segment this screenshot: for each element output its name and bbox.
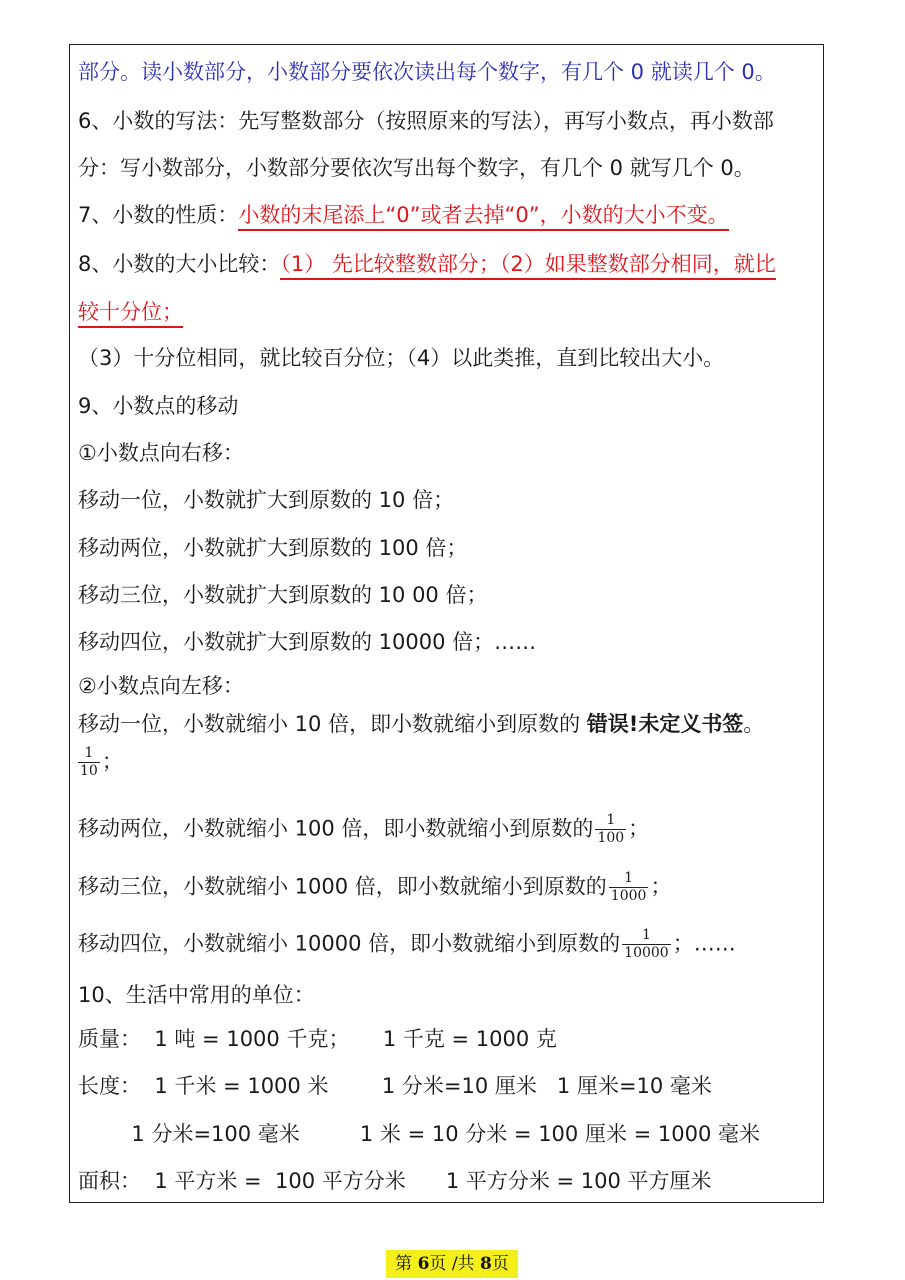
text-line-2: 6、小数的写法：先写整数部分（按照原来的写法），再写小数点，再小数部	[78, 109, 774, 133]
fraction-one-ten-thousandth: $\frac{1}{10000}$	[624, 927, 669, 961]
move-left-1-text: 移动一位，小数就缩小 10 倍，即小数就缩小到原数的	[78, 712, 587, 736]
decimal-compare-rule: （1） 先比较整数部分；（2）如果整数部分相同，就比	[280, 252, 775, 280]
move-right-4: 移动四位，小数就扩大到原数的 10000 倍；……	[78, 630, 537, 654]
length-units-1: 长度： 1 千米 = 1000 米 1 分米=10 厘米 1 厘米=10 毫米	[78, 1074, 712, 1098]
length-units-2: 1 分米=100 毫米 1 米 = 10 分米 = 100 厘米 = 1000 毫米	[78, 1122, 761, 1146]
move-left-4-text: 移动四位，小数就缩小 10000 倍，即小数就缩小到原数的	[78, 931, 621, 956]
fraction-one-thousandth: $\frac{1}{1000}$	[610, 870, 647, 904]
move-left-4	[78, 927, 736, 962]
move-right-3: 移动三位，小数就扩大到原数的 10 00 倍；	[78, 583, 488, 607]
fraction-one-tenth: $\frac{1}{10}$	[80, 745, 98, 779]
move-left-2-end: ；	[628, 816, 650, 841]
footer-middle: 页 /共	[429, 1254, 480, 1274]
decimal-property-label: 7、小数的性质：	[78, 203, 239, 227]
decimal-compare-line	[78, 249, 776, 279]
decimal-compare-label: 8、小数的大小比较：	[78, 252, 281, 276]
decimal-property-rule: 小数的末尾添上“0”或者去掉“0”，小数的大小不变。	[238, 203, 728, 231]
move-right-1: 移动一位，小数就扩大到原数的 10 倍；	[78, 488, 455, 512]
move-left-4-end: ；……	[672, 931, 736, 956]
text-line-1: 部分。读小数部分，小数部分要依次读出每个数字，有几个 0 就读几个 0。	[78, 60, 776, 84]
area-units: 面积： 1 平方米 = 100 平方分米 1 平方分米 = 100 平方厘米	[78, 1169, 712, 1193]
text-line-3: 分：写小数部分，小数部分要依次写出每个数字，有几个 0 就写几个 0。	[78, 156, 755, 180]
section-heading-9: 9、小数点的移动	[78, 394, 239, 418]
footer-suffix: 页	[491, 1254, 509, 1274]
page-footer	[386, 1250, 518, 1278]
move-left-2	[78, 812, 649, 847]
move-right-heading: ①小数点向右移：	[78, 441, 244, 465]
total-page-count: 8	[479, 1254, 492, 1274]
move-right-2: 移动两位，小数就扩大到原数的 100 倍；	[78, 536, 468, 560]
mass-units: 质量： 1 吨 = 1000 千克； 1 千克 = 1000 克	[78, 1027, 557, 1051]
move-left-3	[78, 870, 671, 905]
bookmark-error: 错误!未定义书签	[586, 712, 744, 736]
move-left-heading: ②小数点向左移：	[78, 674, 244, 698]
footer-prefix: 第	[395, 1254, 418, 1274]
text-line-7: （3）十分位相同，就比较百分位；（4）以此类推，直到比较出大小。	[78, 346, 725, 370]
move-left-1	[78, 709, 764, 739]
move-left-3-end: ；	[650, 874, 672, 899]
move-left-1-end: 。	[743, 712, 765, 736]
move-left-3-text: 移动三位，小数就缩小 1000 倍，即小数就缩小到原数的	[78, 874, 607, 899]
move-left-2-text: 移动两位，小数就缩小 100 倍，即小数就缩小到原数的	[78, 816, 594, 841]
section-heading-10: 10、生活中常用的单位：	[78, 983, 315, 1007]
move-left-1-fraction-line	[76, 745, 123, 780]
decimal-compare-continued	[78, 297, 183, 327]
decimal-compare-rule-end: 较十分位；	[78, 300, 183, 328]
current-page-number: 6	[417, 1254, 430, 1274]
fraction-one-hundredth: $\frac{1}{100}$	[597, 812, 625, 846]
fraction-one-tenth-end: ；	[101, 749, 123, 774]
decimal-property-line	[78, 200, 729, 230]
